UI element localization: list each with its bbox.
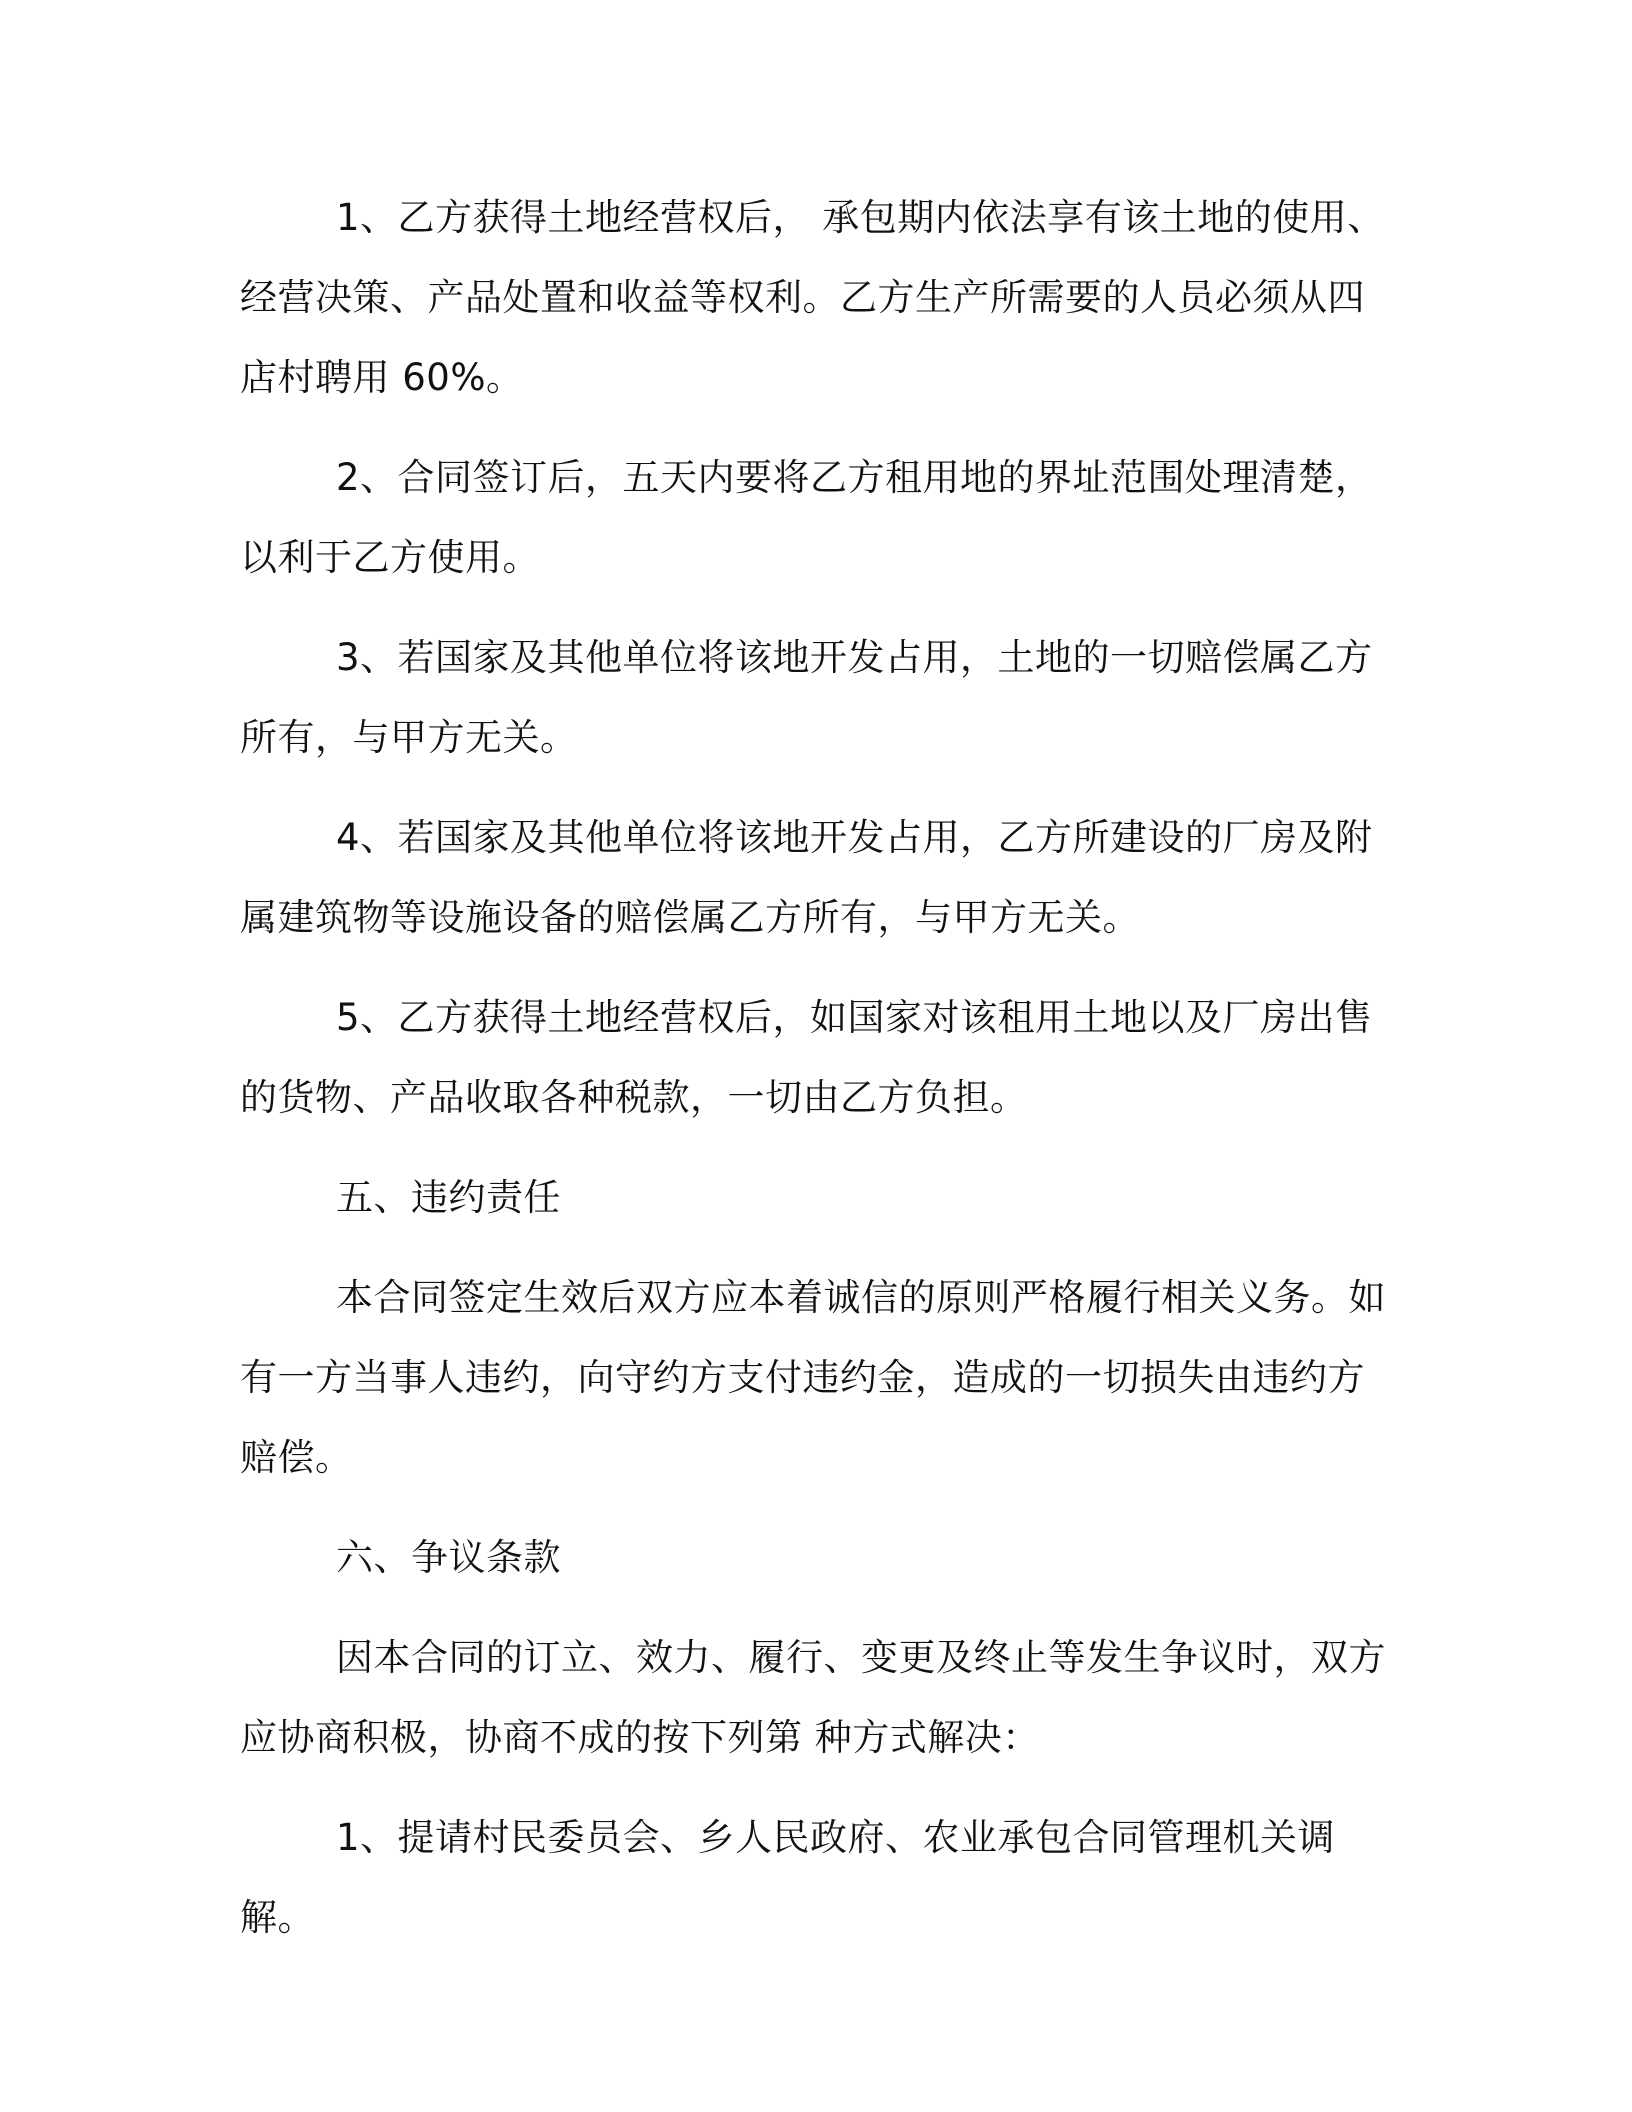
section-6-item-1: 1、提请村民委员会、乡人民政府、农业承包合同管理机关调解。	[240, 1816, 1336, 1939]
clause-3: 3、若国家及其他单位将该地开发占用，土地的一切赔偿属乙方所有，与甲方无关。	[240, 636, 1373, 759]
clause-1: 1、乙方获得土地经营权后， 承包期内依法享有该土地的使用、经营决策、产品处置和收益等权利。乙方生产所需要的人员必须从四店村聘用 60%。	[240, 196, 1385, 399]
section-5-heading: 五、违约责任	[336, 1176, 561, 1219]
clause-4: 4、若国家及其他单位将该地开发占用，乙方所建设的厂房及附属建筑物等设施设备的赔偿属乙方所有，与甲方无关。	[240, 816, 1373, 939]
clause-5: 5、乙方获得土地经营权后，如国家对该租用土地以及厂房出售的货物、产品收取各种税款，一切由乙方负担。	[240, 996, 1373, 1119]
section-5-body: 本合同签定生效后双方应本着诚信的原则严格履行相关义务。如有一方当事人违约，向守约方支付违约金，造成的一切损失由违约方赔偿。	[240, 1276, 1386, 1479]
clause-2: 2、合同签订后，五天内要将乙方租用地的界址范围处理清楚，以利于乙方使用。	[240, 456, 1373, 579]
section-6-heading: 六、争议条款	[336, 1536, 561, 1579]
section-6-body: 因本合同的订立、效力、履行、变更及终止等发生争议时，双方应协商积极，协商不成的按下列第 种方式解决：	[240, 1636, 1386, 1759]
